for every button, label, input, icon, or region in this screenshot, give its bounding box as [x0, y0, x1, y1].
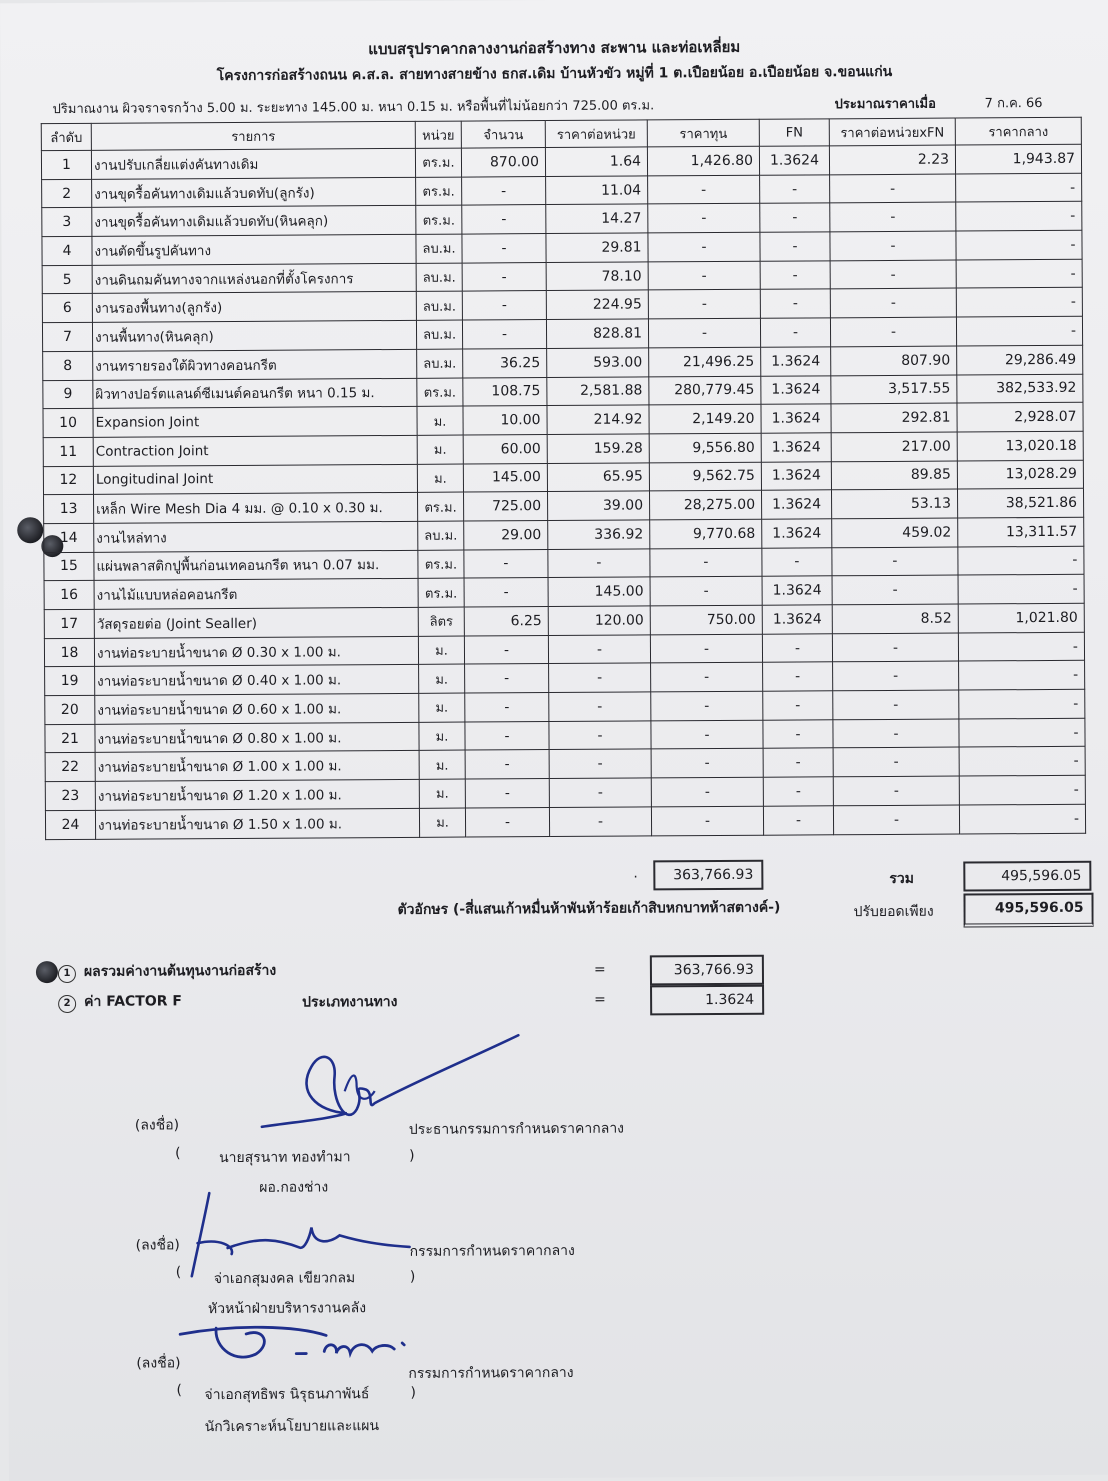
- row-unit: ม.: [419, 693, 465, 722]
- row-cost: -: [651, 806, 763, 835]
- quantity-line: [52, 94, 1043, 119]
- row-median: 2,928.07: [957, 402, 1083, 431]
- row-item: งานขุดรื้อคันทางเดิมแล้วบดทับ(หินคลุก): [92, 206, 416, 237]
- row-no: 11: [43, 437, 93, 466]
- row-cost: 1,426.80: [647, 146, 759, 175]
- row-unit: ตร.ม.: [418, 578, 464, 607]
- row-no: 5: [42, 265, 92, 294]
- row-median: -: [956, 259, 1082, 288]
- col-qty: จำนวน: [461, 121, 545, 149]
- row-unit-price: 14.27: [546, 204, 648, 233]
- row-item: วัสดุรอยต่อ (Joint Sealler): [94, 607, 418, 638]
- row-no: 22: [45, 753, 95, 782]
- row-unit-fn: 3,517.55: [831, 375, 957, 404]
- row-fn: 1.3624: [762, 490, 832, 519]
- row-median: -: [958, 632, 1084, 661]
- row-qty: -: [464, 578, 548, 607]
- adjusted-value: 495,596.05: [963, 893, 1093, 928]
- col-unit-fn: ราคาต่อหน่วยxFN: [829, 118, 955, 146]
- signer-name-2: จ่าเอกสุมงคล เขียวกลม: [213, 1270, 356, 1288]
- row-median: -: [956, 202, 1082, 231]
- row-no: 13: [44, 495, 94, 524]
- row-unit-price: -: [549, 692, 651, 721]
- row-item: งานทรายรองใต้ผิวทางคอนกรีต: [93, 349, 417, 380]
- row-qty: -: [465, 807, 549, 836]
- row-unit: ลบ.ม.: [417, 349, 463, 378]
- row-unit-price: 2,581.88: [547, 376, 649, 405]
- row-fn: -: [760, 203, 830, 232]
- row-item: งานไม้แบบหล่อคอนกรีต: [94, 579, 418, 610]
- row-item: งานปรับเกลี่ยแต่งคันทางเดิม: [91, 148, 415, 179]
- row-fn: 1.3624: [761, 347, 831, 376]
- punch-hole-icon: [36, 961, 58, 983]
- cost-total: 363,766.93: [653, 860, 763, 891]
- row-cost: 9,562.75: [649, 462, 761, 491]
- row-median: 13,028.29: [957, 460, 1083, 489]
- row-median: -: [959, 718, 1085, 747]
- row-fn: -: [763, 662, 833, 691]
- paren-open-1: (: [174, 1145, 181, 1162]
- row-unit-fn: -: [833, 747, 959, 776]
- row-qty: -: [462, 205, 546, 234]
- document-title: แบบสรุปราคากลางงานก่อสร้างทาง สะพาน และท่อเหลี่ยม: [368, 37, 741, 59]
- sign-label-1: (ลงชื่อ): [134, 1117, 180, 1134]
- row-qty: 6.25: [464, 607, 548, 636]
- row-no: 3: [42, 208, 92, 237]
- row-median: 382,533.92: [957, 374, 1083, 403]
- row-no: 18: [44, 638, 94, 667]
- col-no: ลำดับ: [41, 123, 91, 150]
- signer-role-3: กรรมการกำหนดราคากลาง: [408, 1364, 574, 1382]
- row-unit: ลบ.ม.: [418, 521, 464, 550]
- row-no: 15: [44, 552, 94, 581]
- row-cost: -: [648, 318, 760, 347]
- row-item: งานท่อระบายน้ำขนาด Ø 1.00 x 1.00 ม.: [95, 751, 419, 782]
- signer-role-2: กรรมการกำหนดราคากลาง: [409, 1242, 575, 1260]
- row-median: -: [959, 775, 1085, 804]
- row-item: งานท่อระบายน้ำขนาด Ø 0.40 x 1.00 ม.: [95, 665, 419, 696]
- row-qty: -: [465, 693, 549, 722]
- row-qty: -: [462, 320, 546, 349]
- row-no: 9: [43, 380, 93, 409]
- row-unit: ม.: [419, 779, 465, 808]
- paren-open-3: (: [176, 1382, 183, 1399]
- row-unit-fn: -: [832, 547, 958, 576]
- col-unit-price: ราคาต่อหน่วย: [545, 120, 647, 148]
- row-no: 16: [44, 581, 94, 610]
- row-item: งานพื้นทาง(หินคลุก): [92, 320, 416, 351]
- row-unit: ตร.ม.: [415, 148, 461, 177]
- row-cost: -: [651, 749, 763, 778]
- row-unit-price: 120.00: [548, 606, 650, 635]
- row-qty: 145.00: [463, 463, 547, 492]
- project-name: โครงการก่อสร้างถนน ค.ส.ล. สายทางสายข้าง ธกส.เดิม บ้านหัวขัว หมู่ที่ 1 ต.เปือยน้อย อ.เปือยน้อย จ.ขอนแก่น: [216, 63, 893, 85]
- row-qty: 108.75: [463, 377, 547, 406]
- row-cost: 9,770.68: [650, 519, 762, 548]
- row-fn: -: [760, 175, 830, 204]
- row-fn: 1.3624: [762, 576, 832, 605]
- row-cost: 28,275.00: [650, 490, 762, 519]
- row-unit-fn: -: [830, 231, 956, 260]
- row-item: ผิวทางปอร์ตแลนด์ซีเมนต์คอนกรีต หนา 0.15 ม.: [93, 378, 417, 409]
- row-median: -: [959, 661, 1085, 690]
- row-fn: -: [763, 691, 833, 720]
- row-median: -: [959, 689, 1085, 718]
- row-unit-fn: 2.23: [829, 145, 955, 174]
- summary-item-2: [58, 990, 182, 1013]
- row-unit: ม.: [417, 435, 463, 464]
- row-unit-fn: -: [830, 317, 956, 346]
- row-unit-fn: -: [830, 174, 956, 203]
- row-cost: 21,496.25: [649, 347, 761, 376]
- row-fn: 1.3624: [762, 519, 832, 548]
- row-cost: 2,149.20: [649, 404, 761, 433]
- row-unit-fn: 217.00: [831, 432, 957, 461]
- row-unit-price: 78.10: [546, 262, 648, 291]
- row-fn: -: [760, 318, 830, 347]
- row-unit-fn: 53.13: [831, 489, 957, 518]
- row-unit-price: 1.64: [545, 147, 647, 176]
- signer-position-3: นักวิเคราะห์นโยบายและแผน: [204, 1418, 380, 1436]
- row-unit-price: 29.81: [546, 233, 648, 262]
- row-median: -: [956, 316, 1082, 345]
- row-median: -: [956, 173, 1082, 202]
- row-unit: ตร.ม.: [416, 177, 462, 206]
- row-unit-fn: 292.81: [831, 403, 957, 432]
- circled-number-icon: 1: [58, 965, 76, 983]
- row-unit: ตร.ม.: [418, 550, 464, 579]
- row-unit-fn: -: [833, 690, 959, 719]
- row-qty: -: [462, 262, 546, 291]
- row-no: 10: [43, 409, 93, 438]
- quantity-text: ปริมาณงาน ผิวจราจรกว้าง 5.00 ม. ระยะทาง 145.00 ม. หนา 0.15 ม. หรือพื้นที่ไม่น้อยกว่า 725.00 ตร.ม.: [52, 98, 655, 118]
- row-unit-fn: -: [833, 805, 959, 834]
- row-unit-price: -: [548, 635, 650, 664]
- row-unit-price: 224.95: [546, 290, 648, 319]
- row-unit-price: -: [549, 663, 651, 692]
- paren-close-3: ): [410, 1384, 417, 1401]
- estimate-date: 7 ก.ค. 66: [984, 96, 1043, 112]
- row-median: -: [959, 804, 1085, 833]
- row-item: งานท่อระบายน้ำขนาด Ø 0.80 x 1.00 ม.: [95, 722, 419, 753]
- row-no: 7: [42, 322, 92, 351]
- row-qty: 29.00: [464, 520, 548, 549]
- row-unit-fn: -: [832, 633, 958, 662]
- row-cost: -: [651, 720, 763, 749]
- row-qty: -: [465, 664, 549, 693]
- row-qty: -: [462, 234, 546, 263]
- row-fn: 1.3624: [759, 146, 829, 175]
- row-fn: -: [763, 720, 833, 749]
- row-no: 21: [45, 724, 95, 753]
- row-unit-fn: -: [833, 719, 959, 748]
- signer-name-3: จ่าเอกสุทธิพร นิรุธนภาพันธ์: [204, 1386, 370, 1404]
- row-median: 1,021.80: [958, 603, 1084, 632]
- row-unit-fn: -: [833, 776, 959, 805]
- table-row: [45, 804, 1085, 839]
- amount-in-words: ตัวอักษร (-สี่แสนเก้าหมื่นห้าพันห้าร้อยเก้าสิบหกบาทห้าสตางค์-): [397, 899, 781, 918]
- row-qty: -: [464, 635, 548, 664]
- row-cost: -: [651, 691, 763, 720]
- row-median: 29,286.49: [957, 345, 1083, 374]
- row-unit-price: 828.81: [546, 319, 648, 348]
- row-item: Contraction Joint: [93, 435, 417, 466]
- row-fn: 1.3624: [761, 404, 831, 433]
- row-unit-fn: 459.02: [832, 518, 958, 547]
- row-unit-price: 11.04: [546, 176, 648, 205]
- row-no: 17: [44, 609, 94, 638]
- adjusted-label: ปรับยอดเพียง: [853, 903, 934, 921]
- row-median: 13,020.18: [957, 431, 1083, 460]
- row-qty: 725.00: [464, 492, 548, 521]
- row-unit: ตร.ม.: [417, 378, 463, 407]
- row-item: Expansion Joint: [93, 407, 417, 438]
- row-unit-price: -: [549, 749, 651, 778]
- row-unit: ลบ.ม.: [416, 263, 462, 292]
- row-qty: -: [465, 721, 549, 750]
- row-item: งานรองพื้นทาง(ลูกรัง): [92, 292, 416, 323]
- row-unit: ม.: [419, 808, 465, 837]
- row-fn: -: [760, 232, 830, 261]
- row-unit-price: 593.00: [547, 348, 649, 377]
- row-unit-price: 159.28: [547, 434, 649, 463]
- row-no: 24: [45, 810, 95, 839]
- summary-item-1-label: ผลรวมค่างานต้นทุนงานก่อสร้าง: [83, 962, 277, 980]
- signer-role-1: ประธานกรรมการกำหนดราคากลาง: [408, 1120, 625, 1138]
- row-median: -: [958, 546, 1084, 575]
- row-fn: -: [763, 806, 833, 835]
- row-cost: -: [648, 204, 760, 233]
- paren-close-1: ): [409, 1147, 415, 1164]
- row-unit-price: 145.00: [548, 577, 650, 606]
- sum-label: รวม: [889, 870, 915, 887]
- row-median: -: [958, 575, 1084, 604]
- row-qty: -: [464, 549, 548, 578]
- row-median: -: [956, 230, 1082, 259]
- row-item: งานตัดขึ้นรูปคันทาง: [92, 234, 416, 265]
- row-item: งานไหล่ทาง: [94, 521, 418, 552]
- row-cost: -: [650, 577, 762, 606]
- summary-item-2-label: ค่า FACTOR F: [84, 993, 183, 1010]
- row-no: 6: [42, 294, 92, 323]
- row-cost: -: [650, 548, 762, 577]
- row-no: 14: [44, 523, 94, 552]
- row-unit-fn: -: [830, 260, 956, 289]
- row-unit: ม.: [417, 406, 463, 435]
- row-cost: 9,556.80: [649, 433, 761, 462]
- summary-value-1: 363,766.93: [650, 955, 764, 986]
- row-fn: -: [760, 261, 830, 290]
- estimate-label: ประมาณราคาเมื่อ: [834, 96, 936, 113]
- row-unit-fn: 89.85: [831, 461, 957, 490]
- summary-item-1: [58, 960, 276, 983]
- row-fn: 1.3624: [761, 433, 831, 462]
- row-no: 8: [43, 351, 93, 380]
- handwritten-signature-3: [176, 1313, 416, 1374]
- row-unit: ลบ.ม.: [416, 292, 462, 321]
- row-item: งานขุดรื้อคันทางเดิมแล้วบดทับ(ลูกรัง): [92, 177, 416, 208]
- row-median: 13,311.57: [958, 517, 1084, 546]
- row-cost: -: [648, 232, 760, 261]
- row-cost: -: [648, 175, 760, 204]
- row-unit: ลบ.ม.: [416, 234, 462, 263]
- handwritten-signature-2: [179, 1187, 420, 1288]
- summary-value-2: 1.3624: [650, 985, 764, 1016]
- row-unit-price: -: [549, 807, 651, 836]
- row-no: 2: [42, 179, 92, 208]
- row-unit-price: 336.92: [548, 520, 650, 549]
- row-cost: -: [651, 663, 763, 692]
- row-unit-fn: -: [832, 575, 958, 604]
- row-qty: -: [462, 291, 546, 320]
- row-median: 38,521.86: [957, 489, 1083, 518]
- row-qty: 10.00: [463, 406, 547, 435]
- summary-item-2-type: ประเภทงานทาง: [302, 993, 398, 1011]
- row-no: 20: [45, 695, 95, 724]
- row-item: แผ่นพลาสติกปูพื้นก่อนเทคอนกรีต หนา 0.07 มม.: [94, 550, 418, 581]
- sign-label-2: (ลงชื่อ): [135, 1237, 180, 1254]
- row-fn: 1.3624: [761, 461, 831, 490]
- row-unit: ตร.ม.: [418, 492, 464, 521]
- signer-name-1: นายสุรนาท ทองทำมา: [219, 1149, 351, 1167]
- row-unit-fn: -: [830, 288, 956, 317]
- row-cost: 750.00: [650, 605, 762, 634]
- row-qty: 870.00: [461, 148, 545, 177]
- row-unit: ม.: [418, 636, 464, 665]
- row-unit-fn: 8.52: [832, 604, 958, 633]
- row-fn: -: [763, 777, 833, 806]
- row-cost: -: [650, 634, 762, 663]
- row-fn: -: [760, 289, 830, 318]
- row-unit-fn: -: [830, 202, 956, 231]
- row-unit: ลิตร: [418, 607, 464, 636]
- row-unit-price: 214.92: [547, 405, 649, 434]
- row-fn: -: [762, 547, 832, 576]
- paren-open-2: (: [175, 1264, 182, 1281]
- row-item: Longitudinal Joint: [93, 464, 417, 495]
- row-qty: -: [462, 176, 546, 205]
- row-fn: -: [763, 748, 833, 777]
- signer-position-1: ผอ.กองช่าง: [259, 1179, 329, 1196]
- col-cost: ราคาทุน: [647, 119, 759, 147]
- row-item: งานท่อระบายน้ำขนาด Ø 1.50 x 1.00 ม.: [95, 808, 419, 839]
- row-unit-price: -: [549, 778, 651, 807]
- row-median: 1,943.87: [955, 144, 1081, 173]
- sum-value: 495,596.05: [963, 861, 1091, 892]
- row-item: งานท่อระบายน้ำขนาด Ø 0.30 x 1.00 ม.: [94, 636, 418, 667]
- row-cost: -: [648, 261, 760, 290]
- price-table: [41, 117, 1086, 840]
- row-cost: -: [648, 290, 760, 319]
- col-fn: FN: [759, 119, 829, 146]
- row-cost: 280,779.45: [649, 376, 761, 405]
- row-unit-fn: 807.90: [831, 346, 957, 375]
- circled-number-icon: 2: [58, 995, 76, 1013]
- col-unit: หน่วย: [415, 121, 461, 148]
- row-no: 1: [41, 150, 91, 179]
- row-item: งานท่อระบายน้ำขนาด Ø 1.20 x 1.00 ม.: [95, 779, 419, 810]
- row-unit-price: -: [549, 721, 651, 750]
- row-item: เหล็ก Wire Mesh Dia 4 มม. @ 0.10 x 0.30 ม.: [94, 493, 418, 524]
- row-unit: ลบ.ม.: [416, 320, 462, 349]
- row-item: งานท่อระบายน้ำขนาด Ø 0.60 x 1.00 ม.: [95, 693, 419, 724]
- row-qty: -: [465, 779, 549, 808]
- row-unit-price: 39.00: [548, 491, 650, 520]
- row-median: -: [959, 747, 1085, 776]
- row-fn: -: [762, 633, 832, 662]
- row-item: งานดินถมคันทางจากแหล่งนอกที่ตั้งโครงการ: [92, 263, 416, 294]
- row-unit-fn: -: [833, 661, 959, 690]
- total-dot: .: [633, 865, 638, 882]
- punch-hole-icon: [17, 517, 43, 543]
- row-no: 19: [45, 667, 95, 696]
- row-qty: 60.00: [463, 434, 547, 463]
- row-unit: ม.: [419, 750, 465, 779]
- row-median: -: [956, 288, 1082, 317]
- sign-label-3: (ลงชื่อ): [136, 1355, 181, 1372]
- row-qty: -: [465, 750, 549, 779]
- row-fn: 1.3624: [761, 375, 831, 404]
- row-unit: ม.: [419, 722, 465, 751]
- col-item: รายการ: [91, 121, 415, 150]
- row-unit-price: -: [548, 549, 650, 578]
- signer-position-2: หัวหน้าฝ่ายบริหารงานคลัง: [207, 1300, 367, 1318]
- row-no: 23: [45, 781, 95, 810]
- row-cost: -: [651, 777, 763, 806]
- row-unit: ม.: [417, 464, 463, 493]
- row-no: 12: [43, 466, 93, 495]
- row-qty: 36.25: [463, 348, 547, 377]
- row-unit: ม.: [419, 664, 465, 693]
- summary-eq-1: =: [593, 961, 606, 978]
- row-fn: 1.3624: [762, 605, 832, 634]
- paren-close-2: ): [409, 1268, 416, 1285]
- summary-eq-2: =: [594, 991, 606, 1008]
- handwritten-signature-1: [256, 1030, 537, 1142]
- col-median: ราคากลาง: [955, 117, 1081, 145]
- row-unit: ตร.ม.: [416, 205, 462, 234]
- row-no: 4: [42, 236, 92, 265]
- row-unit-price: 65.95: [547, 462, 649, 491]
